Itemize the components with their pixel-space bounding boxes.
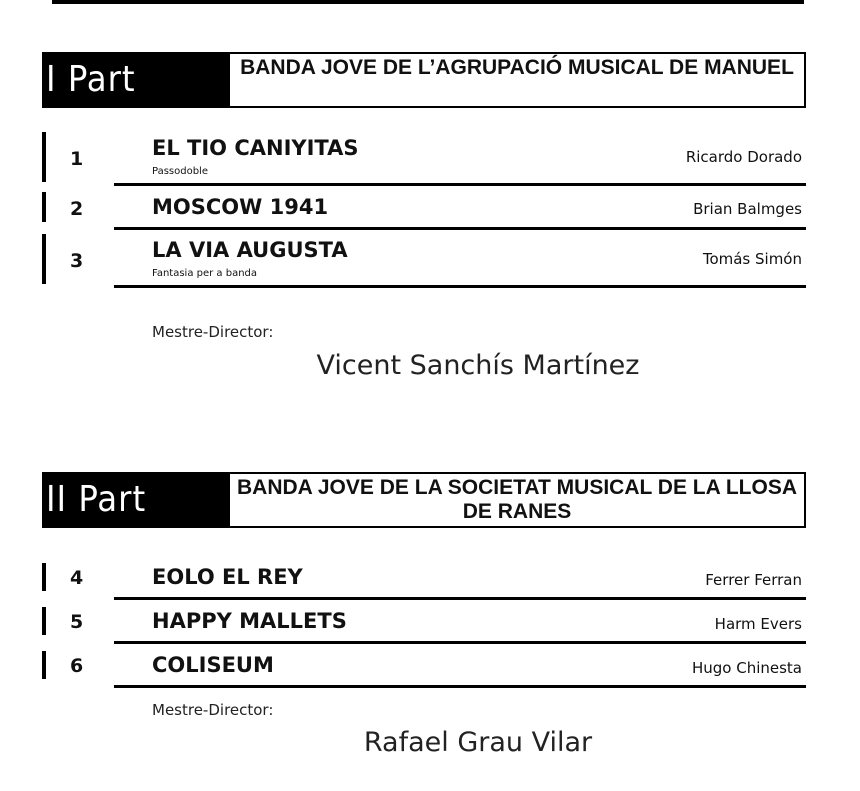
program-list (42, 557, 806, 689)
piece-title: EOLO EL REY (152, 565, 303, 589)
part-one-section (42, 52, 806, 288)
item-divider (114, 641, 806, 644)
piece-title: COLISEUM (152, 653, 274, 677)
item-number: 1 (70, 148, 84, 170)
composer-name: Ferrer Ferran (705, 571, 802, 589)
item-accent-bar (42, 607, 46, 635)
item-accent-bar (42, 192, 46, 222)
item-number: 4 (70, 567, 84, 589)
part-label: I Part (42, 52, 228, 108)
piece-title: EL TIO CANIYITAS (152, 136, 359, 160)
part-header (42, 472, 806, 528)
director-name: Vicent Sanchís Martínez (316, 350, 640, 381)
program-item (42, 557, 806, 601)
program-item (42, 130, 806, 186)
piece-subtitle: Fantasia per a banda (152, 268, 258, 279)
item-divider (114, 285, 806, 288)
ensemble-title: BANDA JOVE DE LA SOCIETAT MUSICAL DE LA LLOSA DE RANES (228, 472, 806, 528)
part-label: II Part (42, 472, 228, 528)
program-item (42, 232, 806, 288)
item-number: 6 (70, 655, 84, 677)
director-label: Mestre-Director: (152, 323, 274, 341)
program-item (42, 645, 806, 689)
item-accent-bar (42, 132, 46, 182)
director-name: Rafael Grau Vilar (363, 727, 593, 758)
item-divider (114, 685, 806, 688)
piece-title: LA VIA AUGUSTA (152, 238, 348, 262)
composer-name: Hugo Chinesta (691, 659, 802, 677)
piece-title: HAPPY MALLETS (152, 609, 347, 633)
top-rule (52, 0, 804, 4)
item-number: 5 (70, 611, 84, 633)
composer-name: Harm Evers (714, 615, 802, 633)
ensemble-title: BANDA JOVE DE L’AGRUPACIÓ MUSICAL DE MANUEL (228, 52, 806, 108)
director-label: Mestre-Director: (152, 701, 274, 719)
item-accent-bar (42, 563, 46, 591)
item-divider (114, 597, 806, 600)
item-number: 2 (70, 198, 84, 220)
item-divider (114, 227, 806, 230)
program-item (42, 186, 806, 232)
item-accent-bar (42, 651, 46, 679)
composer-name: Tomás Simón (702, 250, 802, 268)
item-accent-bar (42, 234, 46, 284)
composer-name: Ricardo Dorado (685, 148, 802, 166)
item-number: 3 (70, 250, 84, 272)
part-two-section (42, 472, 806, 689)
program-list (42, 130, 806, 288)
piece-title: MOSCOW 1941 (152, 195, 329, 219)
composer-name: Brian Balmges (693, 200, 802, 218)
part-header (42, 52, 806, 108)
program-item (42, 601, 806, 645)
piece-subtitle: Passodoble (152, 166, 208, 177)
